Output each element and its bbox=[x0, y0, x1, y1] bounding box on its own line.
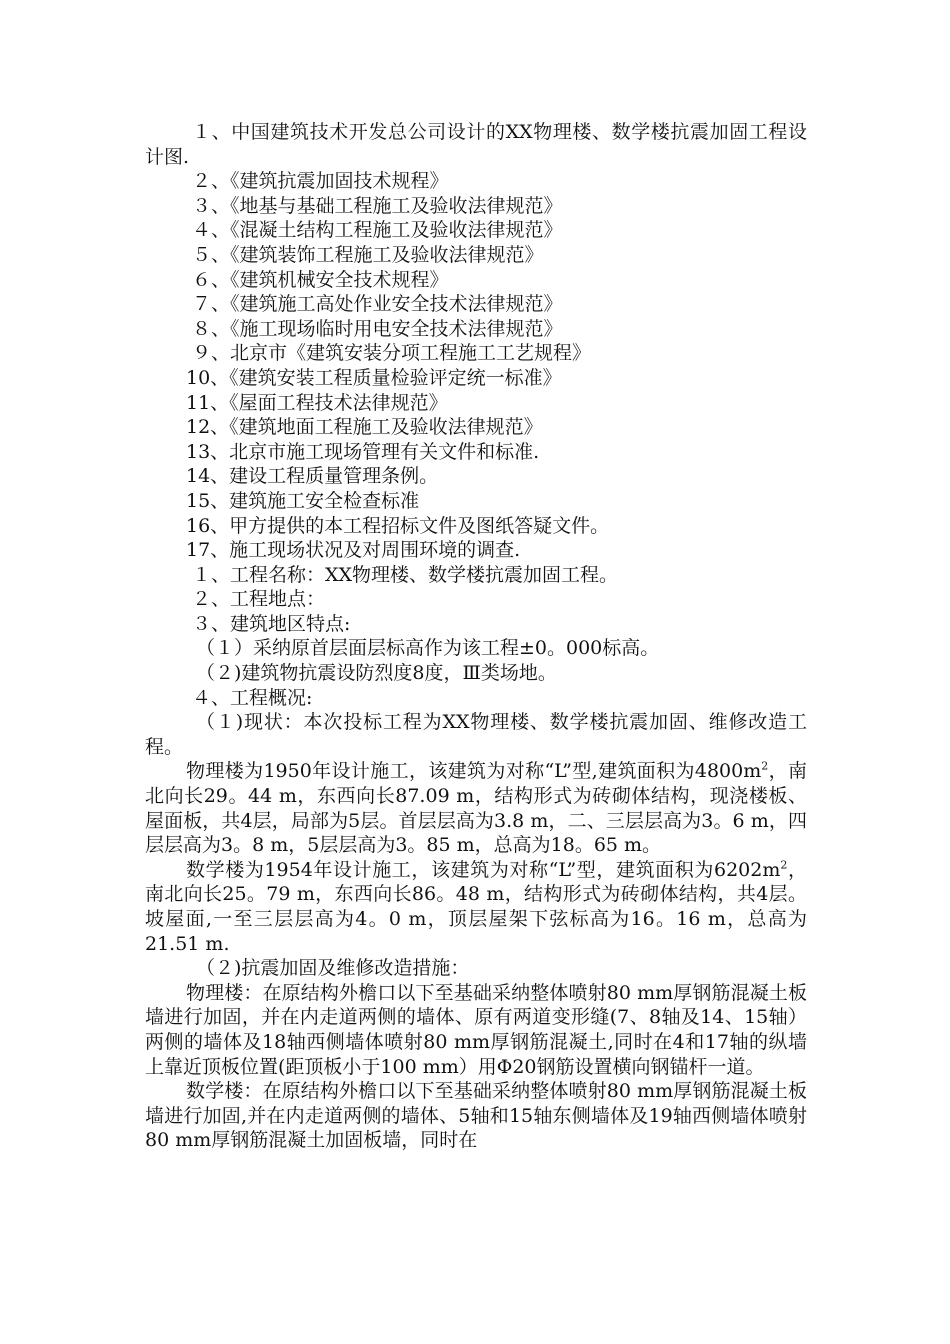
paragraph: 数学楼：在原结构外檐口以下至基础采纳整体喷射80 mm厚钢筋混凝土板墙进行加固,并在内走道两侧的墙体、5轴和15轴东侧墙体及19轴西侧墙体喷射80 mm厚钢筋混凝土加固板墙，同时在 bbox=[145, 1080, 807, 1152]
paragraph bbox=[145, 858, 807, 956]
paragraph: １、中国建筑技术开发总公司设计的XX物理楼、数学楼抗震加固工程设计图. bbox=[145, 121, 807, 168]
paragraph-text: ，南北向长25。79 m，东西向长86。48 m，结构形式为砖砌体结构，共4层。坡屋面,一至三层层高为4。0 m，顶层屋架下弦标高为16。16 m，总高为21.51 m. bbox=[145, 858, 807, 955]
paragraph: ８、《施工现场临时用电安全技术法律规范》 bbox=[192, 317, 563, 340]
paragraph: 物理楼：在原结构外檐口以下至基础采纳整体喷射80 mm厚钢筋混凝土板墙进行加固，并在内走道两侧的墙体、原有两道变形缝(7、8轴及14、15轴）两侧的墙体及18轴西侧墙体喷射80 mm厚钢筋混凝土,同时在4和17轴的纵墙上靠近顶板位置(距顶板小于100 mm）用Φ20钢筋设置横向钢锚杆一道。 bbox=[145, 981, 807, 1078]
superscript: 2 bbox=[761, 760, 769, 774]
paragraph: 11、《屋面工程技术法律规范》 bbox=[186, 391, 448, 414]
paragraph: 14、建设工程质量管理条例。 bbox=[186, 465, 439, 488]
paragraph: ７、《建筑施工高处作业安全技术法律规范》 bbox=[192, 293, 563, 316]
paragraph: ５、《建筑装饰工程施工及验收法律规范》 bbox=[192, 243, 544, 266]
paragraph: 13、北京市施工现场管理有关文件和标准. bbox=[186, 440, 540, 463]
paragraph: ４、《混凝土结构工程施工及验收法律规范》 bbox=[192, 219, 563, 242]
superscript: 2 bbox=[780, 858, 788, 872]
paragraph: ６、《建筑机械安全技术规程》 bbox=[192, 268, 449, 291]
paragraph-text: 物理楼为1950年设计施工，该建筑为对称“L”型,建筑面积为4800m bbox=[186, 760, 762, 783]
paragraph: ２、《建筑抗震加固技术规程》 bbox=[192, 170, 449, 193]
paragraph: 12、《建筑地面工程施工及验收法律规范》 bbox=[186, 416, 543, 439]
paragraph-text: 数学楼为1954年设计施工，该建筑为对称“L”型，建筑面积为6202m bbox=[186, 858, 781, 881]
paragraph: ２、工程地点： bbox=[192, 588, 326, 611]
paragraph: 17、施工现场状况及对周围环境的调查. bbox=[186, 539, 521, 562]
paragraph: （１）采纳原首层面层标高作为该工程±0。000标高。 bbox=[196, 637, 660, 660]
paragraph: ９、北京市《建筑安装分项工程施工工艺规程》 bbox=[192, 342, 592, 365]
paragraph-text: ，南北向长29。44 m，东西向长87.09 m，结构形式为砖砌体结构，现浇楼板、屋面板，共4层，局部为5层。首层层高为3.8 m，二、三层层高为3。6 m，四层层高为3。8 m，5层层高为3。85 m，总高为18。65 m。 bbox=[145, 760, 807, 857]
paragraph: ４、工程概况: bbox=[192, 686, 313, 709]
paragraph: ３、《地基与基础工程施工及验收法律规范》 bbox=[192, 194, 563, 217]
paragraph: （２)建筑物抗震设防烈度8度，Ⅲ类场地。 bbox=[196, 662, 557, 685]
paragraph: 15、建筑施工安全检查标准 bbox=[186, 489, 420, 512]
paragraph bbox=[145, 759, 807, 857]
paragraph: 10、《建筑安装工程质量检验评定统一标准》 bbox=[186, 366, 562, 389]
paragraph: ３、建筑地区特点: bbox=[192, 612, 351, 635]
paragraph: １、工程名称：XX物理楼、数学楼抗震加固工程。 bbox=[192, 563, 619, 586]
paragraph: （１)现状：本次投标工程为XX物理楼、数学楼抗震加固、维修改造工程。 bbox=[145, 711, 807, 758]
document-body bbox=[145, 120, 807, 1153]
paragraph: （２)抗震加固及维修改造措施： bbox=[196, 957, 470, 980]
paragraph: 16、甲方提供的本工程招标文件及图纸答疑文件。 bbox=[186, 514, 610, 537]
